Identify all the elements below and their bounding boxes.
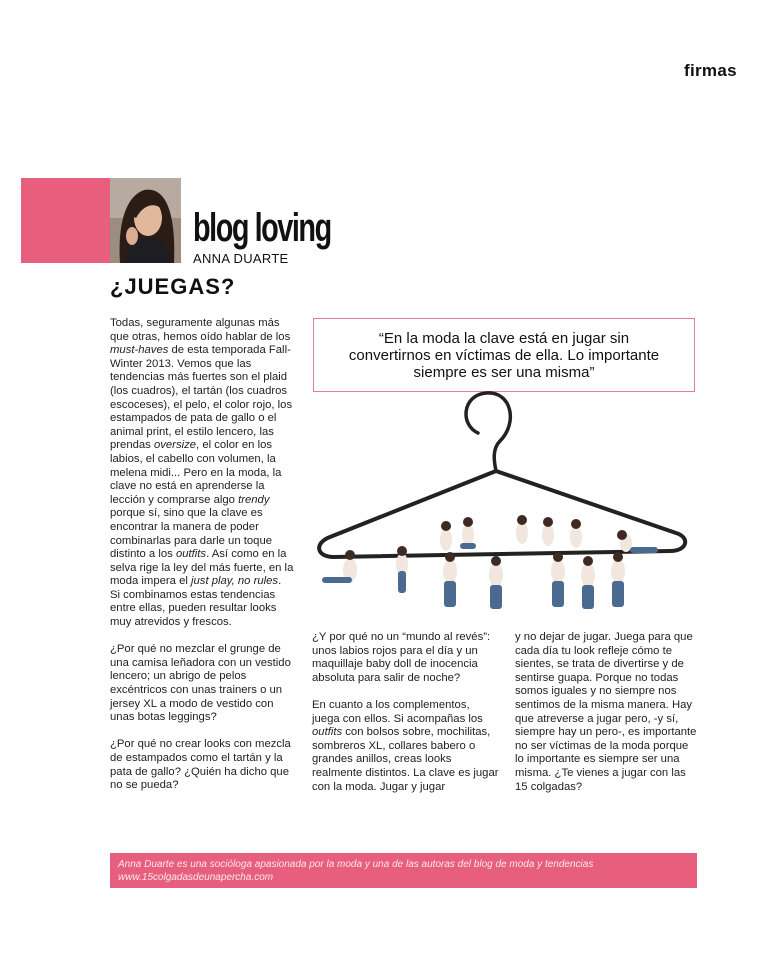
paragraph: ¿Y por qué no un “mundo al revés”: unos labios rojos para el día y un maquillaje baby doll de inocencia absoluta para salir de noche? [312, 631, 491, 684]
section-label: firmas [684, 61, 737, 80]
author-bio-text: Anna Duarte es una socióloga apasionada por la moda y una de las autoras del blog de moda y tendencias [118, 859, 594, 870]
paragraph: Todas, seguramente algunas más que otras, hemos oído hablar de los must-haves de esta temporada Fall-Winter 2013. Vemos que las tendencias más fuertes son el plaid (los cuadros), el tartán (los cuadros escoceses), el pelo, el color rojo, los estampados de pata de gallo o el animal print, el estilo lencero, las prendas oversize, el color en los labios, el cabello con volumen, la melena midi... Pero en la moda, la clave no está en aprenderse la lección y comprarse algo trendy porque sí, sino que la clave es encontrar la manera de poder combinarlas para darle un toque distinto a los outfits. Así como en la selva rige la ley del más fuerte, en la moda impera el just play, no rules. Si combinamos estas tendencias entre ellas, pueden resultar looks muy atrevidos y frescos. [110, 317, 294, 629]
article-column-3 [515, 631, 699, 808]
author-bio-footer [110, 853, 697, 888]
author-name: ANNA DUARTE [193, 251, 289, 266]
hanger-illustration [300, 385, 720, 625]
pull-quote-text: “En la moda la clave está en jugar sin convertirnos en víctimas de ella. Lo importante siempre es ser una misma” [348, 329, 660, 381]
blog-title: blog loving [193, 206, 331, 250]
blog-url: www.15colgadasdeunapercha.com [118, 872, 274, 883]
pull-quote-box [313, 318, 695, 392]
paragraph: En cuanto a los complementos, juega con ellos. Si acompañas los outfits con bolsos sobre, mochilitas, sombreros XL, collares babero o grandes anillos, creas looks realmente distintos. La clave es jugar con la moda. Jugar y jugar [312, 698, 499, 793]
pink-accent-block [21, 178, 110, 263]
paragraph: ¿Por qué no mezclar el grunge de una camisa leñadora con un vestido lencero; un abrigo de pelos excéntricos con unas trainers o un jersey XL a modo de vestido con unas botas leggings? [110, 643, 291, 724]
paragraph: ¿Por qué no crear looks con mezcla de estampados como el tartán y la pata de gallo? ¿Quién ha dicho que no se pueda? [110, 738, 291, 792]
article-column-2 [312, 631, 500, 808]
article-headline: ¿JUEGAS? [110, 274, 236, 299]
paragraph: y no dejar de jugar. Juega para que cada día tu look refleje cómo te sientes, se trata de divertirse y de sentirse guapa. Porque no todas somos iguales y no siempre nos sentimos de la misma manera. Hay que atreverse a jugar pero, -y sí, siempre hay un pero-, es importante no ser víctimas de la moda porque lo importante es siempre ser una misma. ¿Te vienes a jugar con las 15 colgadas? [515, 631, 697, 793]
article-column-1 [110, 317, 294, 806]
author-photo [110, 178, 181, 263]
